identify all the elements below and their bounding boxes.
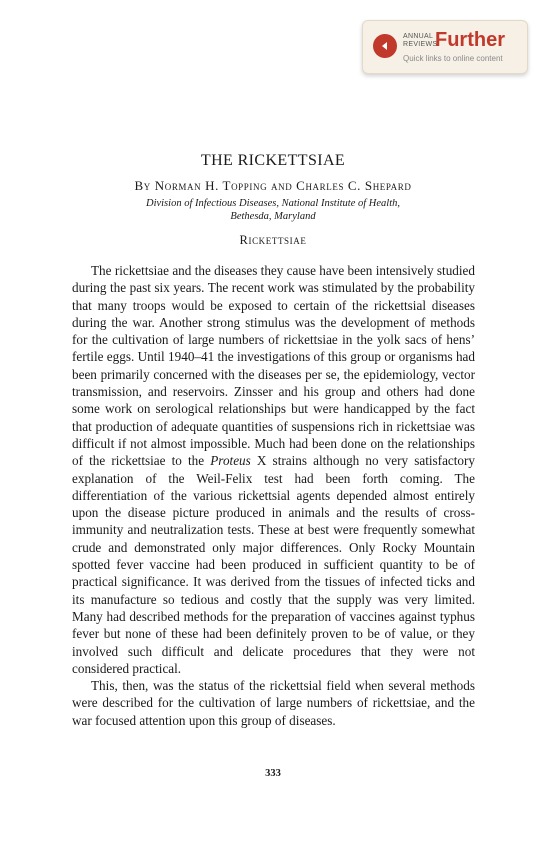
annual-reviews-logo-text: ANNUAL REVIEWS xyxy=(403,33,438,48)
play-arrow-icon xyxy=(373,34,397,58)
author-affiliation: Division of Infectious Diseases, National Institute of Health, Bethesda, Maryland xyxy=(145,198,401,222)
page-number: 333 xyxy=(265,768,281,779)
further-brand: Further xyxy=(435,29,505,51)
italic-term: Proteus xyxy=(210,453,251,469)
article-title: THE RICKETTSIAE xyxy=(200,152,346,169)
article-authors: By Norman H. Topping and Charles C. Shepard xyxy=(134,178,412,193)
paragraph-1: The rickettsiae and the diseases they cause have been intensively studied during the past six years. The recent work was stimulated by the probability that many troops would be exposed to certain of the rickettsial diseases during the war. Another strong stimulus was the development of methods for the cultivation of large numbers of rickettsiae in the yolk sacs of hens’ fertile eggs. Until 1940–41 the investigations of this group or organisms had been primarily concerned with the diseases per se, the epidemiology, vector transmission, and reservoirs. Zinsser and his group and others had done some work on serological relationships but were handicapped by the fact that production of adequate quantities of suspensions rich in rickettsiae was difficult if not almost impossible. Much had been done on the relationships of the rickettsiae to the Proteus X strains although no very satisfactory explanation of the Weil-Felix test had been forth coming. The differentiation of the various rickettsial agents depended almost entirely upon the disease picture produced in animals and the results of cross-immunity and neutralization tests. These at best were frequently somewhat crude and demonstrated only major differences. Only Rocky Mountain spotted fever vaccine had been produced in sufficient quantity to be of practical significance. It was derived from the tissues of infected ticks and its manufacture so tedious and costly that the supply was very limited. Many had described methods for the preparation of vaccines against typhus fever but none of these had been definitely proven to be of value, or they involved such difficult and delicate procedures that they were not considered practical. xyxy=(72,263,476,676)
further-links-badge[interactable] xyxy=(362,20,528,74)
quick-links-tagline[interactable]: Quick links to online content xyxy=(403,54,503,63)
paragraph-2: This, then, was the status of the rickettsial field when several methods were described for the cultivation of large numbers of rickettsiae, and the war focused attention upon this group of diseases. xyxy=(72,678,475,728)
section-heading: Rickettsiae xyxy=(239,233,307,247)
article-body xyxy=(72,262,475,729)
